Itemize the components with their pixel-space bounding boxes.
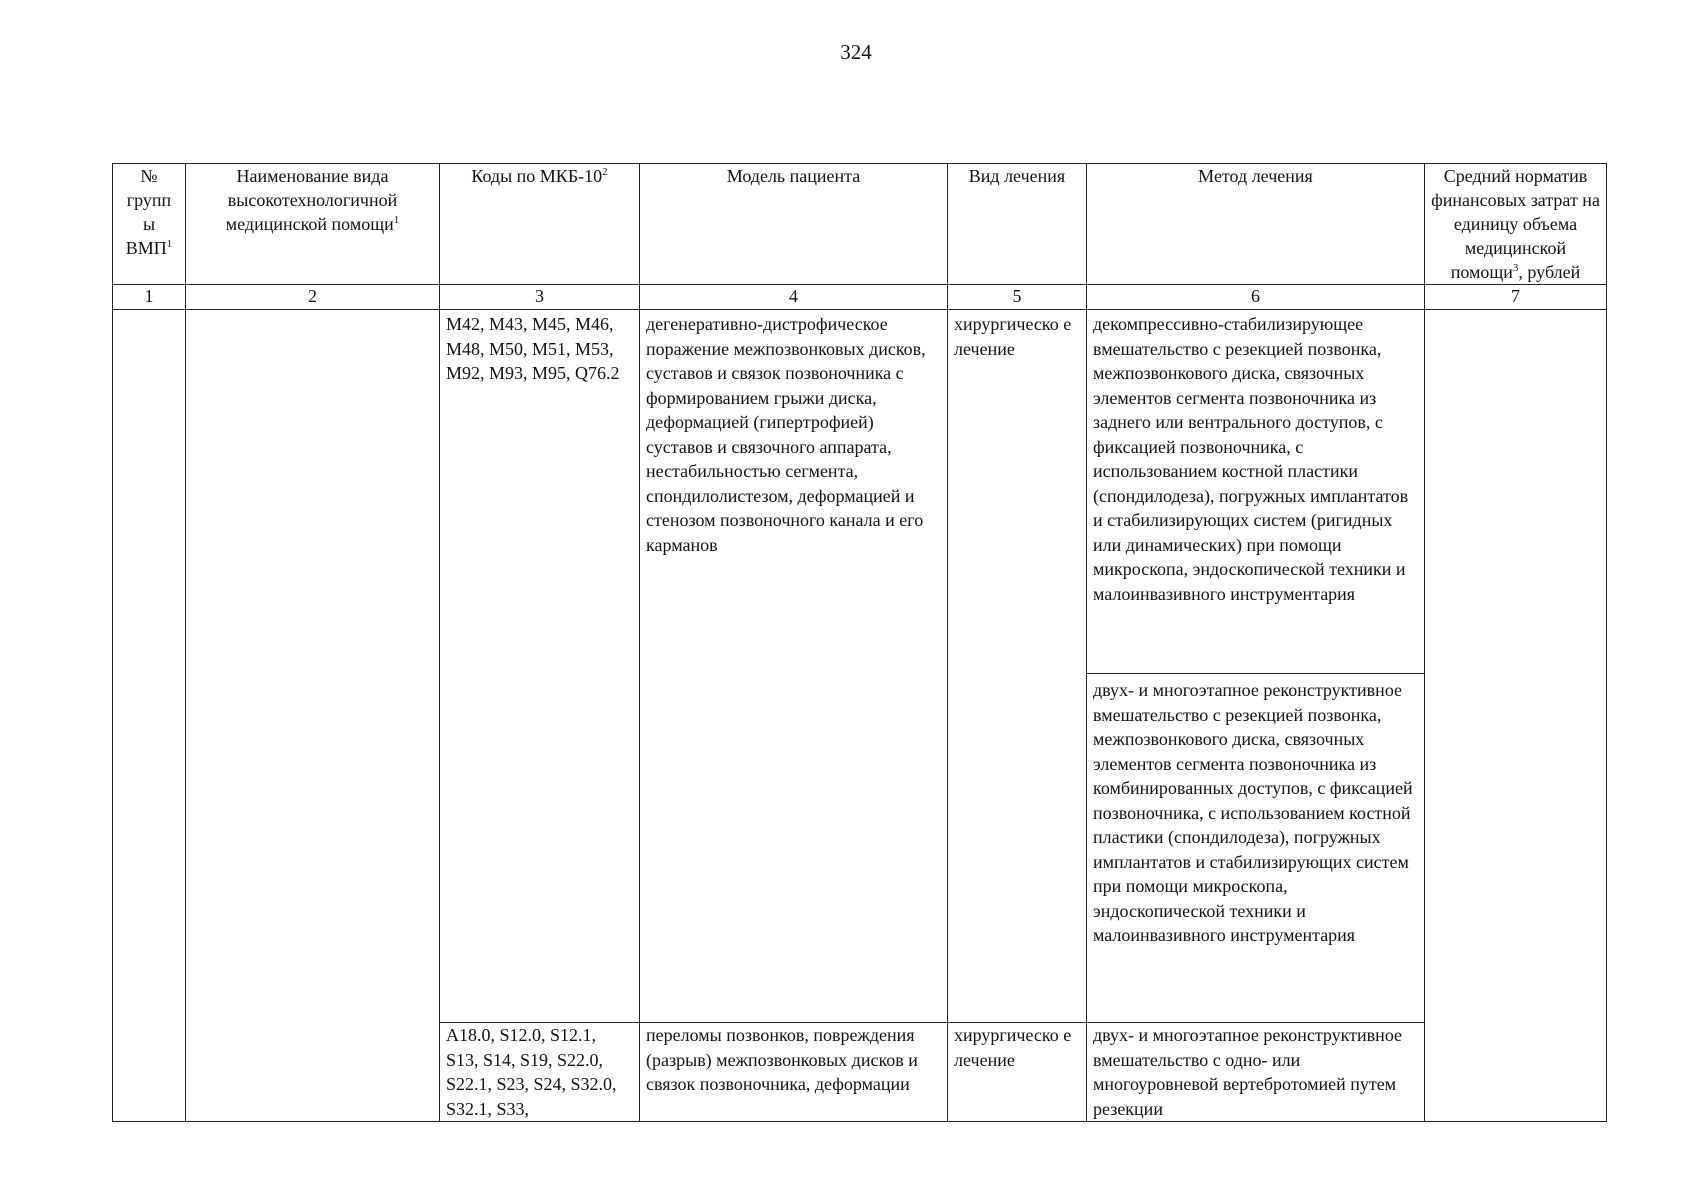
treatment-method-text: двух- и многоэтапное реконструктивное вмешательство с одно- или многоуровневой вертебротомией путем резекции	[1093, 1025, 1403, 1119]
column-number: 5	[948, 285, 1087, 310]
header-row	[113, 164, 1607, 285]
patient-model-text: переломы позвонков, повреждения (разрыв) межпозвонковых дисков и связок позвоночника, деформации	[646, 1025, 918, 1094]
header-treatment-type-text: Вид лечения	[968, 166, 1066, 186]
header-vmp-name-text: Наименование вида высокотехнологичной медицинской помощи	[225, 166, 398, 234]
icd-codes-text: A18.0, S12.0, S12.1, S13, S14, S19, S22.0, S22.1, S23, S24, S32.0, S32.1, S33,	[446, 1025, 617, 1119]
cost-cell	[1425, 310, 1607, 1122]
column-number: 4	[640, 285, 948, 310]
page-number: 324	[840, 40, 872, 64]
patient-model-text: дегенеративно-дистрофическое поражение межпозвонковых дисков, суставов и связок позвоночника с формированием грыжи диска, деформацией (гипертрофией) суставов и связочного аппарата, нестабильностью сегмента, спондилолистезом, деформацией и стенозом позвоночного канала и его карманов	[646, 314, 926, 555]
header-treatment-type	[948, 164, 1087, 285]
header-patient-model	[640, 164, 948, 285]
header-group-no	[113, 164, 186, 285]
header-cost-text: Средний норматив финансовых затрат на единицу объема медицинской помощи	[1431, 166, 1600, 282]
treatment-method-text: декомпрессивно-стабилизирующее вмешательство с резекцией позвонка, межпозвонкового диска, связочных элементов сегмента позвоночника из заднего или вентрального доступов, с фиксацией позвоночника, с использованием костной пластики (спондилодеза), погружных имплантатов и стабилизирующих систем (ригидных или динамических) при помощи микроскопа, эндоскопической техники и малоинвазивного инструментария	[1093, 314, 1409, 604]
header-group-no-text: № групп ы ВМП	[125, 166, 172, 258]
patient-model-cell	[640, 1023, 948, 1122]
treatment-type-text: хирургическо е лечение	[954, 1025, 1072, 1070]
treatment-method-text: двух- и многоэтапное реконструктивное вмешательство с резекцией позвонка, межпозвонкового диска, связочных элементов сегмента позвоночника из комбинированных доступов, с фиксацией позвоночника, с использованием костной пластики (спондилодеза), погружных имплантатов и стабилизирующих систем при помощи микроскопа, эндоскопической техники и малоинвазивного инструментария	[1093, 680, 1413, 945]
icd-codes-cell	[440, 310, 640, 1023]
treatment-method-cell	[1087, 674, 1425, 1023]
header-vmp-name	[186, 164, 440, 285]
column-number-row	[113, 285, 1607, 310]
group-no-cell	[113, 310, 186, 1122]
column-number: 1	[113, 285, 186, 310]
icd-codes-cell	[440, 1023, 640, 1122]
column-number: 3	[440, 285, 640, 310]
header-treatment-method	[1087, 164, 1425, 285]
icd-codes-text: M42, M43, M45, M46, M48, M50, M51, M53, M92, M93, M95, Q76.2	[446, 314, 620, 383]
footnote-mark: 1	[166, 238, 173, 250]
footnote-mark: 2	[602, 166, 608, 178]
treatment-type-cell	[948, 310, 1087, 1023]
treatment-method-cell	[1087, 310, 1425, 674]
header-treatment-method-text: Метод лечения	[1198, 166, 1313, 186]
column-number: 2	[186, 285, 440, 310]
treatment-method-cell	[1087, 1023, 1425, 1122]
header-cost	[1425, 164, 1607, 285]
vmp-name-cell	[186, 310, 440, 1122]
patient-model-cell	[640, 310, 948, 1023]
header-icd-codes-text: Коды по МКБ-10	[471, 166, 603, 186]
treatment-type-text: хирургическо е лечение	[954, 314, 1072, 359]
column-number: 6	[1087, 285, 1425, 310]
header-icd-codes	[440, 164, 640, 285]
table-row	[113, 310, 1607, 674]
column-number: 7	[1425, 285, 1607, 310]
footnote-mark: 1	[393, 214, 400, 226]
header-cost-suffix: , рублей	[1518, 262, 1581, 282]
header-patient-model-text: Модель пациента	[726, 166, 861, 186]
vmp-table	[112, 163, 1607, 1122]
treatment-type-cell	[948, 1023, 1087, 1122]
footnote-mark: 3	[1512, 262, 1519, 274]
